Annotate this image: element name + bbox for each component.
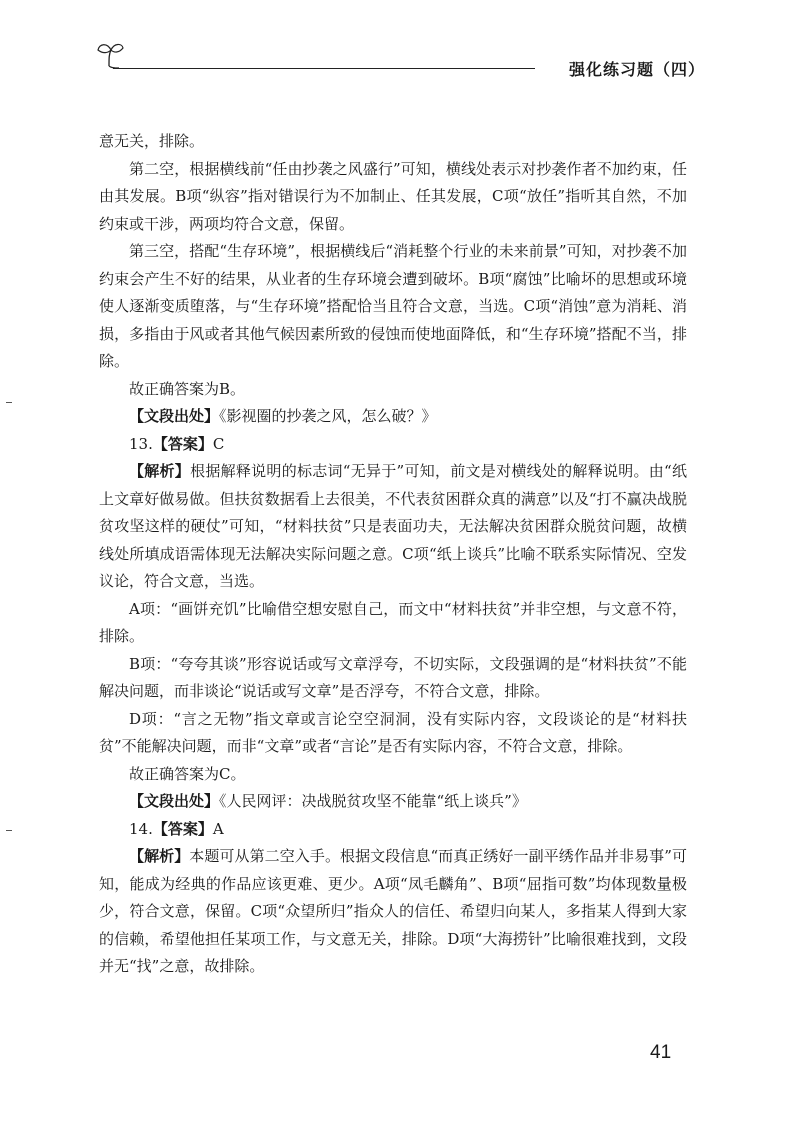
question-number: 13. [129, 434, 153, 453]
paragraph: 第三空，搭配“生存环境”，根据横线后“消耗整个行业的未来前景”可知，对抄袭不加约束会产生不好的结果，从业者的生存环境会遭到破坏。B项“腐蚀”比喻坏的思想或环境使人逐渐变质堕落，与“生存环境”搭配恰当且符合文意，当选。C项“消蚀”意为消耗、消损，多指由于风或者其他气候因素所致的侵蚀而使地面降低，和“生存环境”搭配不当，排除。 [99, 242, 687, 370]
analysis-label: 【解析】 [129, 462, 191, 480]
source-line [99, 403, 687, 431]
margin-tick [6, 402, 12, 403]
answer-line: 故正确答案为B。 [129, 379, 246, 398]
source-text: 《人民网评：决战脱贫攻坚不能靠“纸上谈兵”》 [219, 792, 527, 810]
answer-label: 【答案】 [152, 434, 213, 453]
answer-value: C [212, 434, 225, 453]
question-answer [99, 431, 687, 459]
margin-tick [6, 830, 12, 831]
paragraph: A项：“画饼充饥”比喻借空想安慰自己，而文中“材料扶贫”并非空想，与文意不符，排除。 [99, 599, 687, 645]
header-title: 强化练习题（四） [568, 60, 705, 79]
source-text: 《影视圈的抄袭之风，怎么破？》 [219, 407, 437, 425]
answer-label: 【答案】 [152, 819, 213, 838]
page-header [95, 38, 705, 78]
source-label: 【文段出处】 [129, 792, 220, 810]
question-answer [99, 816, 687, 844]
answer-value: A [212, 819, 224, 838]
answer-explanations [99, 128, 687, 981]
source-line [99, 788, 687, 816]
analysis-paragraph: 【解析】根据解释说明的标志词“无异于”可知，前文是对横线处的解释说明。由“纸上文章好做易做。但扶贫数据看上去很美，不代表贫困群众真的满意”以及“打不赢决战脱贫攻坚这样的硬仗”可知，“材料扶贫”只是表面功夫，无法解决贫困群众脱贫问题，故横线处所填成语需体现无法解决实际问题之意。C项“纸上谈兵”比喻不联系实际情况、空发议论，符合文意，当选。 [99, 462, 687, 590]
answer-line: 故正确答案为C。 [129, 764, 246, 783]
analysis-paragraph: 【解析】本题可从第二空入手。根据文段信息“而真正绣好一副平绣作品并非易事”可知，能成为经典的作品应该更难、更少。A项“凤毛麟角”、B项“屈指可数”均体现数量极少，符合文意，保留。C项“众望所归”指众人的信任、希望归向某人，多指某人得到大家的信赖，希望他担任某项工作，与文意无关，排除。D项“大海捞针”比喻很难找到，文段并无“找”之意，故排除。 [99, 847, 687, 975]
paragraph: 意无关，排除。 [99, 132, 205, 150]
paragraph: D项：“言之无物”指文章或言论空空洞洞，没有实际内容，文段谈论的是“材料扶贫”不能解决问题，而非“文章”或者“言论”是否有实际内容，不符合文意，排除。 [99, 709, 687, 755]
source-label: 【文段出处】 [129, 407, 220, 425]
analysis-label: 【解析】 [129, 847, 190, 865]
header-rule [113, 68, 535, 69]
paragraph: 第二空，根据横线前“任由抄袭之风盛行”可知，横线处表示对抄袭作者不加约束，任由其发展。B项“纵容”指对错误行为不加制止、任其发展，C项“放任”指听其自然，不加约束或干涉，两项均符合文意，保留。 [99, 159, 687, 233]
sprout-icon [95, 38, 125, 70]
question-number: 14. [129, 819, 153, 838]
page-number: 41 [650, 1042, 672, 1063]
paragraph: B项：“夸夸其谈”形容说话或写文章浮夸，不切实际，文段强调的是“材料扶贫”不能解决问题，而非谈论“说话或写文章”是否浮夸，不符合文意，排除。 [99, 654, 687, 700]
